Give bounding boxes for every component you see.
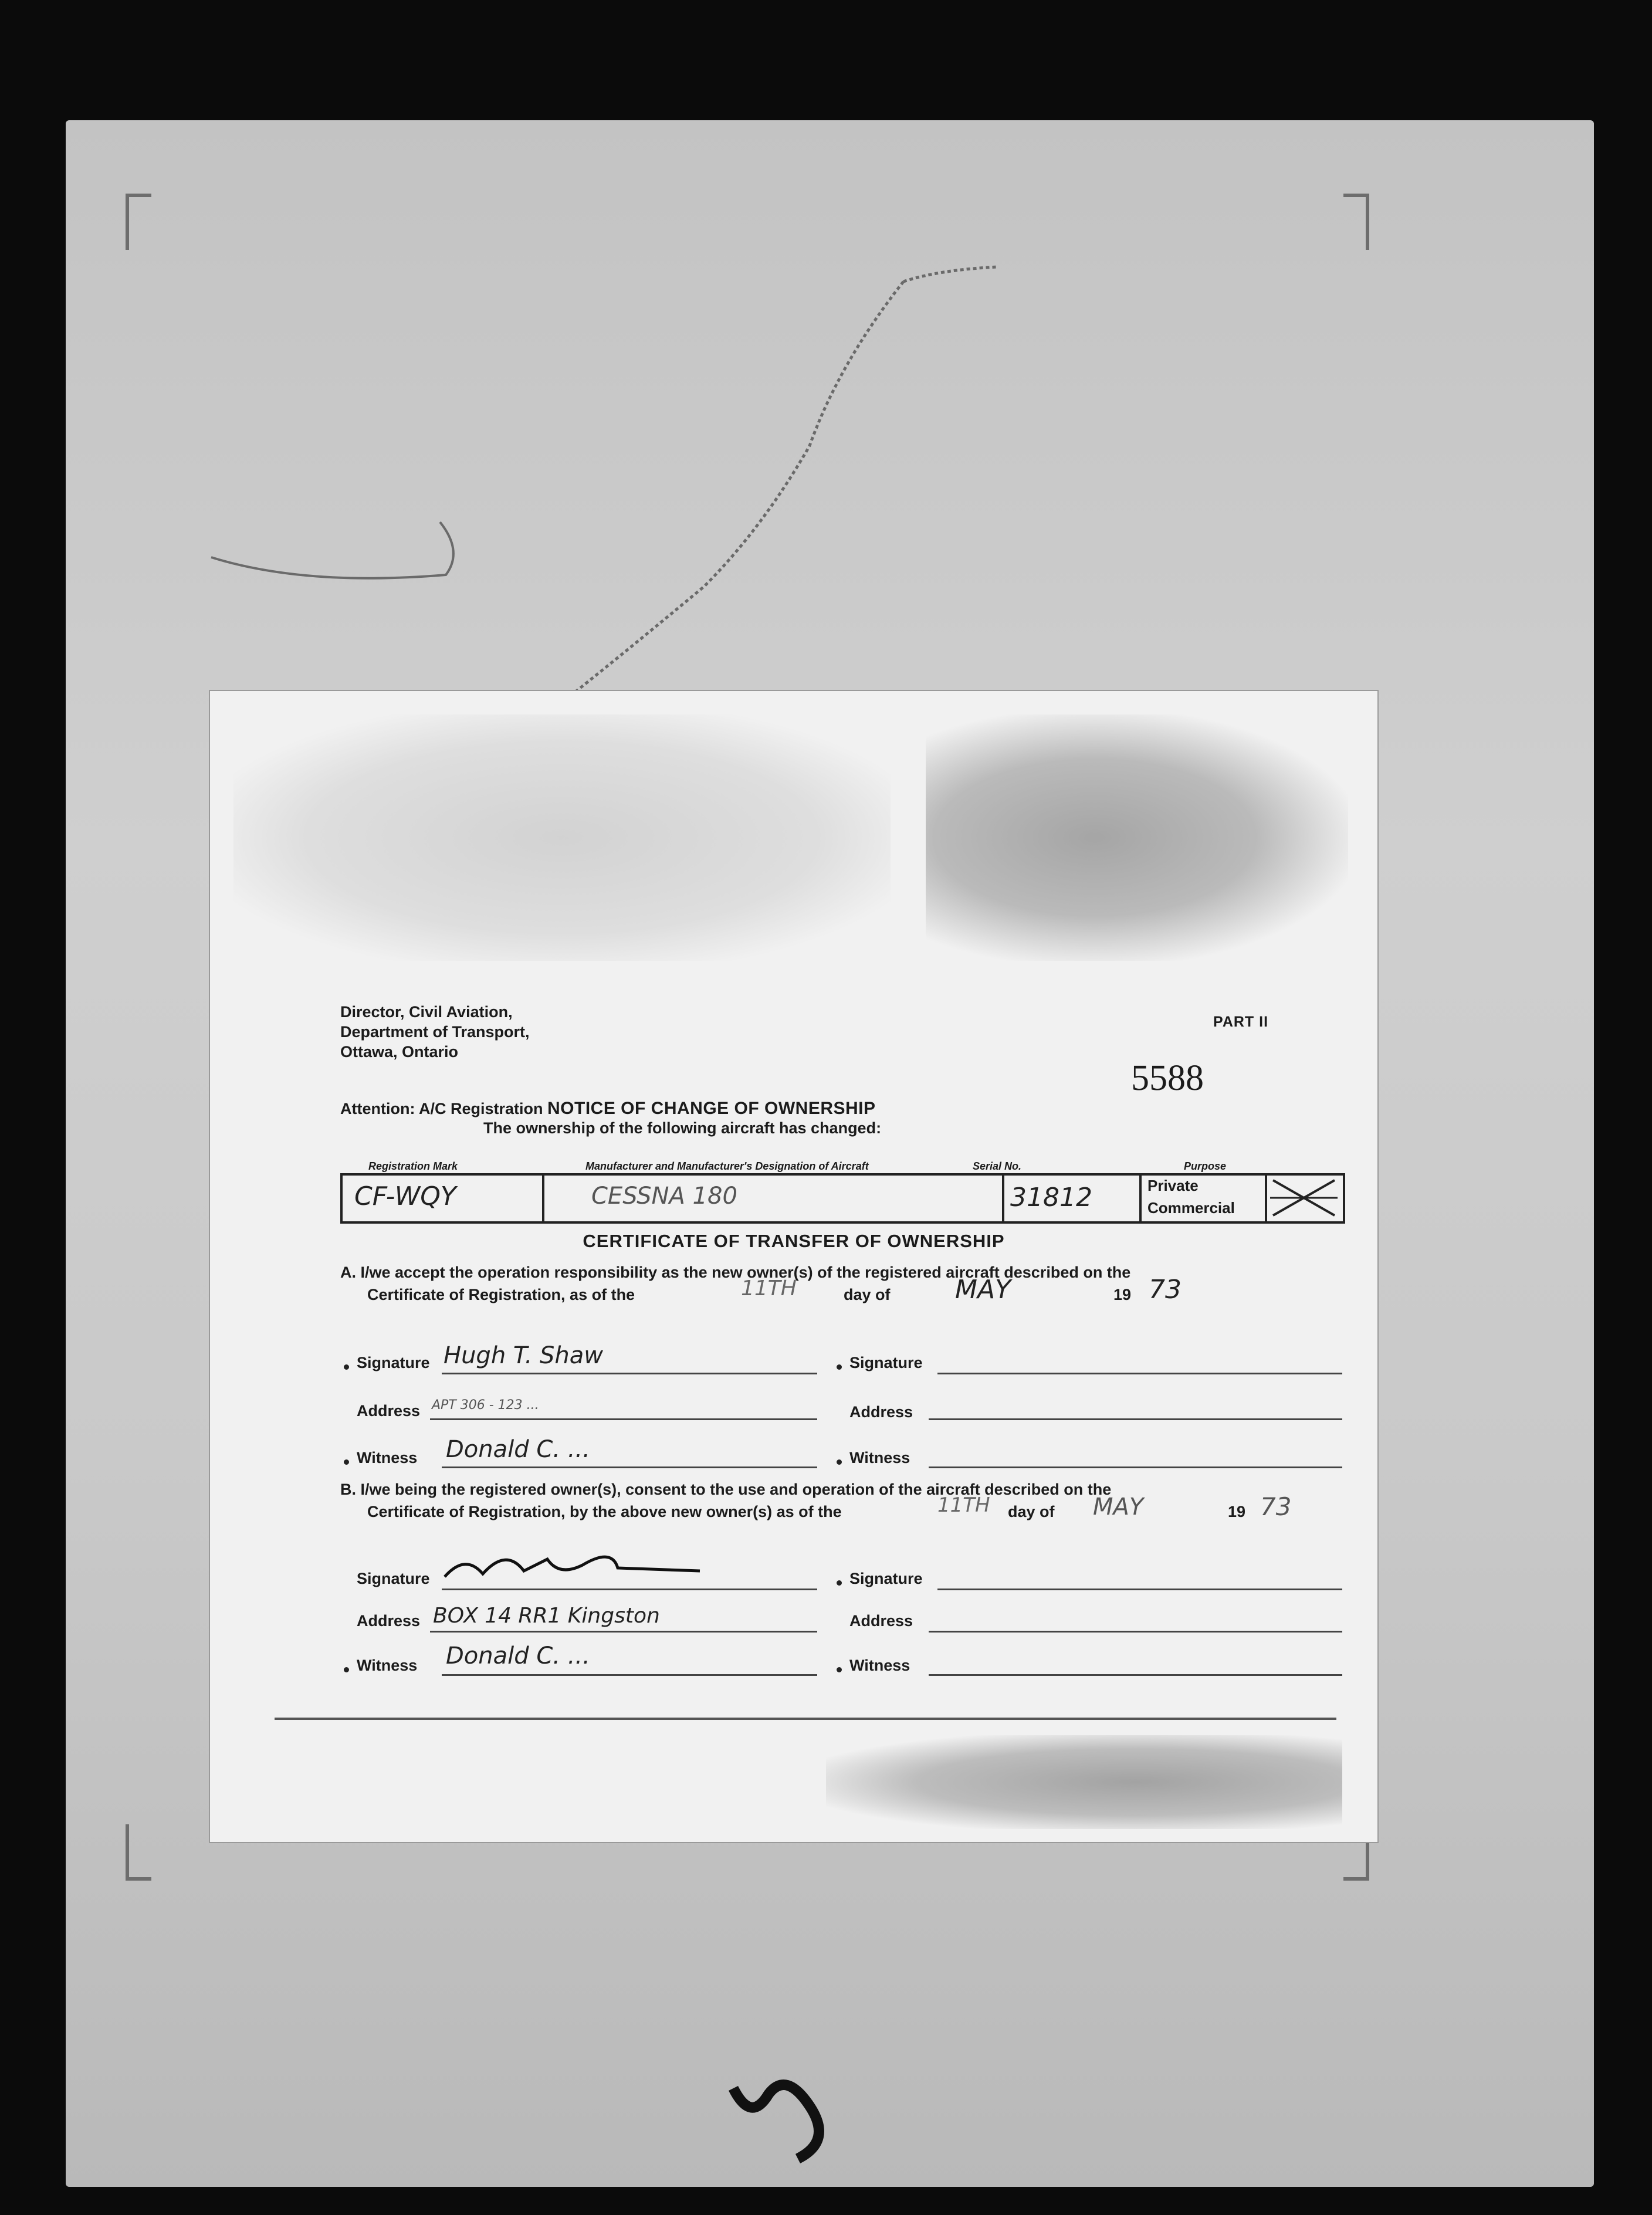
b-address-line [430,1631,817,1633]
b-address-label: Address [357,1612,421,1630]
a-co-witness-label: Witness [849,1449,910,1466]
section-a-year-value[interactable]: 73 [1149,1275,1182,1305]
section-b-day-of: day of [1008,1503,1055,1520]
b-co-witness-line[interactable] [929,1674,1342,1676]
a-witness-label: Witness [357,1449,418,1466]
section-b-line-2: Certificate of Registration, by the above new owner(s) as of the [367,1503,842,1520]
a-co-signature-line[interactable] [937,1373,1342,1374]
b-co-address-label: Address [849,1612,913,1630]
stain-bottom [826,1735,1342,1829]
section-b-month-value[interactable]: MAY [1093,1493,1144,1520]
b-witness-label: Witness [357,1657,418,1674]
manufacturer-cell[interactable] [544,1176,1004,1221]
checkbox-x-icon [1267,1176,1340,1221]
b-witness-value[interactable]: Donald C. ... [446,1642,590,1669]
bullet-icon [837,1667,842,1672]
section-b-day-value[interactable]: 11TH [937,1493,990,1517]
purpose-checkbox-cell[interactable] [1267,1176,1340,1221]
a-witness-line [442,1466,817,1468]
address-line-1: Director, Civil Aviation, [340,1003,513,1021]
section-b-year-value[interactable]: 73 [1260,1492,1292,1521]
a-address-line [430,1418,817,1420]
form-bottom-edge [275,1718,1336,1720]
section-a-month-value[interactable]: MAY [955,1275,1011,1305]
part-label: PART II [1213,1014,1269,1030]
bullet-icon [344,1364,349,1370]
crop-mark-top-left [126,194,151,250]
registration-cell[interactable] [343,1176,544,1221]
b-signature-label: Signature [357,1570,430,1587]
section-b-line-1: B. I/we being the registered owner(s), consent to the use and operation of the aircraft described on the [340,1481,1112,1498]
form-title: NOTICE OF CHANGE OF OWNERSHIP [547,1099,876,1118]
col-header-registration: Registration Mark [368,1160,458,1172]
col-header-serial: Serial No. [973,1160,1022,1172]
stain-left [233,714,891,961]
document-number: 5588 [1131,1058,1204,1098]
bullet-icon [837,1364,842,1370]
form-subtitle: The ownership of the following aircraft has changed: [483,1119,882,1137]
bullet-icon [344,1459,349,1465]
ownership-form [210,691,1377,1842]
a-co-address-label: Address [849,1403,913,1421]
b-co-signature-label: Signature [849,1570,923,1587]
serial-cell[interactable] [1004,1176,1142,1221]
stain-right [926,714,1348,961]
section-b-year-prefix: 19 [1228,1503,1246,1520]
a-address-label: Address [357,1402,421,1420]
col-header-purpose: Purpose [1184,1160,1227,1172]
b-address-value[interactable]: BOX 14 RR1 Kingston [433,1604,660,1628]
bullet-icon [837,1580,842,1586]
manufacturer-value: CESSNA 180 [591,1183,737,1210]
section-a-line-1: A. I/we accept the operation responsibility as the new owner(s) of the registered aircraft described on the [340,1264,1131,1281]
certificate-heading: CERTIFICATE OF TRANSFER OF OWNERSHIP [583,1231,1005,1251]
bullet-icon [837,1459,842,1465]
b-signature-line [442,1589,817,1590]
a-co-address-line[interactable] [929,1418,1342,1420]
serial-value: 31812 [1010,1183,1092,1213]
col-header-manufacturer: Manufacturer and Manufacturer's Designation of Aircraft [585,1160,869,1172]
attention-line [340,1099,876,1119]
aircraft-table [340,1173,1345,1224]
section-a-day-of: day of [844,1286,891,1303]
b-witness-line [442,1674,817,1676]
bullet-icon [344,1667,349,1672]
section-a-year-prefix: 19 [1113,1286,1132,1303]
a-address-value[interactable]: APT 306 - 123 ... [432,1398,539,1413]
section-a-day-value[interactable]: 11TH [741,1276,797,1300]
purpose-commercial-label: Commercial [1147,1199,1235,1217]
address-line-3: Ottawa, Ontario [340,1043,459,1061]
crop-mark-bottom-left [126,1824,151,1881]
a-signature-value[interactable]: Hugh T. Shaw [444,1342,603,1369]
a-signature-label: Signature [357,1354,430,1371]
address-line-2: Department of Transport, [340,1023,530,1041]
a-co-signature-label: Signature [849,1354,923,1371]
section-a-line-2: Certificate of Registration, as of the [367,1286,635,1303]
b-co-address-line[interactable] [929,1631,1342,1633]
b-co-signature-line[interactable] [937,1589,1342,1590]
purpose-labels-cell [1142,1176,1267,1221]
crop-mark-top-right [1343,194,1369,250]
a-witness-value[interactable]: Donald C. ... [446,1436,590,1463]
a-co-witness-line[interactable] [929,1466,1342,1468]
registration-mark-value: CF-WQY [354,1181,456,1211]
b-co-witness-label: Witness [849,1657,910,1674]
a-signature-line [442,1373,817,1374]
purpose-private-label: Private [1147,1177,1199,1194]
b-signature-scrawl [442,1542,712,1589]
attention-prefix: Attention: A/C Registration [340,1100,543,1117]
